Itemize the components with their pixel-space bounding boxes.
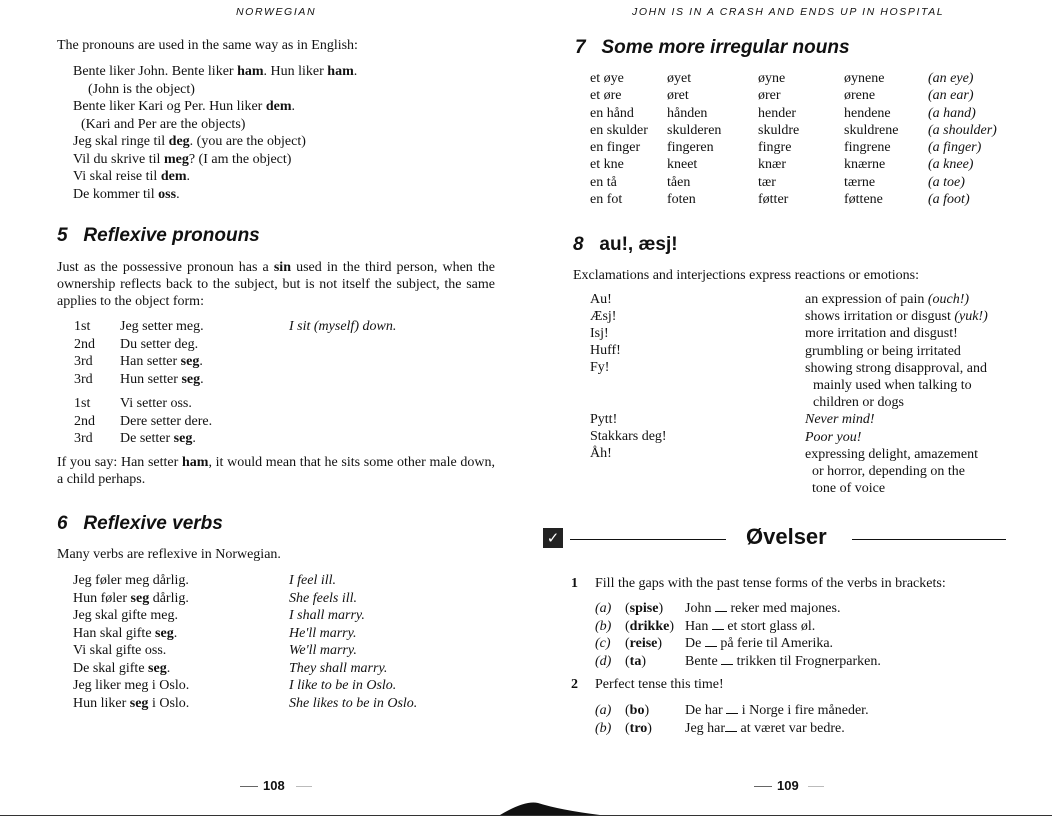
text-run: . [353, 64, 358, 79]
noun-row [590, 106, 990, 123]
example-line [73, 63, 357, 81]
section-number: 6 [57, 513, 68, 534]
verb-row [73, 677, 493, 695]
english-translation: I feel ill. [289, 573, 337, 588]
pronoun-row [74, 371, 494, 389]
heading-rule [852, 539, 1006, 540]
norwegian-sentence [120, 371, 204, 389]
section-7-heading [575, 37, 850, 59]
plural-indefinite: tær [758, 174, 776, 190]
section-title: Reflexive pronouns [83, 225, 260, 246]
norwegian-sentence [120, 336, 198, 354]
example-line [73, 151, 357, 169]
verb-hint: (ta) [625, 653, 647, 669]
gap-sentence [685, 618, 815, 636]
interjection-meaning [812, 481, 885, 497]
example-line [73, 168, 357, 186]
verb-row [73, 607, 493, 625]
noun-row [590, 157, 990, 174]
plural-indefinite: ører [758, 88, 781, 104]
text-run: an expression of pain [805, 292, 928, 307]
interjection-meaning [812, 464, 965, 480]
singular-indefinite: et øye [590, 71, 624, 86]
norwegian-sentence [73, 677, 189, 695]
plural-definite: ørene [844, 88, 876, 104]
english-translation: I like to be in Oslo. [289, 678, 397, 693]
gap-sentence-start: John [685, 601, 715, 616]
section-number: 5 [57, 225, 68, 246]
plural-indefinite: fingre [758, 140, 792, 156]
text-run: ham [327, 64, 354, 79]
section-8-heading [573, 234, 678, 256]
verb-row [73, 572, 493, 590]
text-run: De kommer til [73, 186, 159, 202]
gap-sentence-start: De har [685, 703, 727, 718]
plural-indefinite: skuldre [758, 122, 800, 138]
interjection: Fy! [590, 360, 610, 375]
exercise-item [595, 720, 995, 738]
interjection-meaning [805, 292, 969, 308]
verb-text: reise [629, 636, 658, 651]
text-run: dem [265, 99, 292, 114]
pronoun-examples [73, 63, 357, 203]
plural-definite: tærne [844, 174, 876, 190]
norwegian-sentence [73, 625, 177, 643]
gap-sentence [685, 600, 840, 618]
interjection: Au! [590, 292, 612, 307]
example-line [73, 98, 357, 116]
text-run: Hun føler [73, 590, 131, 606]
gap-sentence [685, 653, 881, 671]
interjection: Åh! [590, 446, 612, 461]
pronoun-row [74, 413, 494, 431]
item-label: (b) [595, 720, 612, 736]
verb-hint: (drikke) [625, 618, 675, 634]
interjection: Stakkars deg! [590, 429, 667, 444]
text-run: . [166, 660, 171, 676]
text-run: tone of voice [812, 481, 886, 497]
singular-indefinite: et øre [590, 88, 622, 104]
verb-row [73, 590, 493, 608]
text-run: . (you are the object) [189, 134, 306, 149]
english-meaning: (a foot) [928, 192, 970, 208]
interjection-meaning [805, 412, 875, 428]
singular-indefinite: en hånd [590, 105, 634, 121]
english-translation: We'll marry. [289, 643, 357, 658]
text-run: Hun setter [120, 371, 182, 387]
item-label: (a) [595, 703, 612, 718]
reflexive-singular-table [74, 318, 494, 388]
text-run: . [186, 169, 190, 184]
gap-sentence-end: i Norge i fire måneder. [738, 703, 869, 718]
text-run: seg [180, 354, 200, 369]
blank-gap [715, 600, 727, 612]
gap-sentence-end: trikken til Frognerparken. [733, 653, 881, 669]
blank-gap [721, 653, 733, 665]
text-run: expressing delight, amazement [805, 446, 978, 462]
verb-text: tro [629, 720, 648, 736]
text-run: mainly used when talking to [813, 378, 972, 393]
norwegian-sentence [120, 353, 203, 371]
text-run: . [173, 625, 178, 641]
singular-definite: fingeren [667, 140, 714, 156]
plural-indefinite: øyne [758, 71, 786, 86]
page-number-left: 108 [263, 778, 285, 793]
text-run: showing strong disapproval, and [805, 360, 987, 376]
norwegian-sentence [120, 430, 196, 448]
gap-sentence-start: Jeg har [685, 720, 726, 736]
text-run: If you say: Han setter [57, 455, 182, 470]
text-run: , it would mean that he sits some other male down, a child perhaps. [57, 455, 495, 487]
english-translation: I sit (myself) down. [289, 319, 397, 334]
plural-definite: skuldrene [844, 122, 899, 138]
text-run: Hun liker [73, 695, 130, 711]
heading-rule [570, 539, 726, 540]
example-line [73, 133, 357, 151]
page-rule [754, 786, 772, 787]
section-6-heading [57, 513, 223, 535]
section-title: Reflexive verbs [83, 513, 223, 534]
noun-row [590, 122, 997, 140]
item-label: (c) [595, 636, 611, 651]
gap-sentence-start: Bente [685, 653, 722, 669]
singular-indefinite: et kne [590, 157, 624, 173]
english-meaning: (a hand) [928, 105, 976, 121]
interjection-meaning [805, 326, 958, 342]
text-run: (yuk!) [954, 309, 988, 325]
text-run: De skal gifte [73, 660, 149, 676]
verb-row [73, 660, 493, 678]
text-run: seg [148, 660, 167, 676]
norwegian-sentence [120, 318, 204, 336]
section-5-note [57, 454, 495, 488]
singular-indefinite: en finger [590, 140, 641, 156]
pronoun-row [74, 318, 494, 336]
verb-hint: (tro) [625, 720, 652, 736]
example-line [73, 186, 357, 204]
text-run: ham [181, 455, 209, 470]
interjection-meaning [805, 361, 987, 377]
norwegian-sentence [73, 590, 189, 608]
text-run: seg [181, 371, 201, 387]
section-5-paragraph [57, 259, 495, 310]
gap-sentence [685, 635, 833, 653]
text-run: Poor you! [805, 429, 862, 445]
plural-indefinite: knær [758, 157, 786, 173]
text-run: De setter [120, 431, 174, 446]
exercise-1-items [595, 600, 995, 670]
text-run: dem [160, 169, 187, 184]
example-line [81, 116, 357, 134]
plural-definite: hendene [844, 105, 891, 121]
text-run: Du setter deg. [120, 336, 199, 352]
singular-definite: øret [667, 88, 689, 104]
section-6-intro: Many verbs are reflexive in Norwegian. [57, 547, 281, 562]
interjection-meaning [805, 447, 978, 463]
text-run: shows irritation or disgust [805, 309, 955, 325]
page-rule [240, 786, 258, 787]
verb-text: ta [629, 653, 642, 669]
english-meaning: (an ear) [928, 88, 974, 104]
person-label: 1st [74, 319, 91, 334]
exercise-2-items [595, 702, 995, 737]
english-meaning: (a knee) [928, 157, 974, 173]
text-run: . [199, 354, 203, 369]
text-run: seg [129, 695, 149, 711]
text-run: seg [155, 625, 174, 641]
english-meaning: (a shoulder) [928, 122, 997, 138]
plural-definite: føttene [844, 192, 883, 208]
person-label: 1st [74, 396, 91, 411]
exercises-heading: Øvelser [746, 524, 827, 549]
gap-sentence-end: reker med majones. [726, 601, 841, 616]
english-translation: She likes to be in Oslo. [289, 695, 418, 711]
verb-text: drikke [629, 618, 670, 634]
gap-sentence-start: Han [685, 618, 712, 634]
text-run: oss [158, 186, 177, 202]
singular-definite: kneet [667, 157, 698, 173]
norwegian-sentence [73, 572, 189, 590]
verb-hint: (bo) [625, 703, 650, 718]
singular-definite: foten [667, 192, 696, 208]
singular-definite: tåen [667, 174, 691, 190]
page-rule [296, 786, 312, 787]
person-label: 3rd [74, 354, 93, 369]
text-run: dårlig. [149, 590, 189, 606]
exercise-2-instruction: Perfect tense this time! [595, 677, 724, 692]
section-5-heading [57, 225, 260, 247]
verb-text: bo [629, 703, 645, 718]
text-run: Vi skal reise til [73, 169, 161, 184]
gap-sentence [685, 702, 869, 720]
intro-sentence: The pronouns are used in the same way as in English: [57, 38, 358, 53]
english-translation: I shall marry. [289, 608, 365, 623]
exercise-item [595, 702, 995, 720]
english-translation: He'll marry. [289, 625, 357, 641]
text-run: ham [237, 64, 264, 79]
verb-text: spise [629, 601, 659, 616]
text-run: . [176, 186, 180, 202]
text-run: Never mind! [805, 412, 875, 428]
verb-hint: (spise) [625, 601, 664, 616]
blank-gap [726, 702, 738, 714]
item-label: (a) [595, 601, 612, 616]
text-run: Vil du skrive til [73, 151, 164, 167]
interjection: Æsj! [590, 309, 617, 324]
interjection-meaning [805, 309, 988, 325]
checkbox-icon: ✓ [543, 528, 563, 548]
text-run: Jeg føler meg dårlig. [73, 573, 189, 588]
exercise-1-number: 1 [571, 576, 578, 591]
noun-row [590, 140, 990, 157]
irregular-nouns-table [590, 71, 997, 211]
text-run: . [192, 431, 196, 446]
page-curl-shadow [490, 800, 610, 820]
english-translation: They shall marry. [289, 660, 388, 676]
pronoun-row [74, 336, 494, 354]
pronoun-row [74, 430, 494, 448]
page-number-right: 109 [777, 778, 799, 793]
noun-row [590, 88, 990, 105]
text-run: Jeg setter meg. [120, 319, 204, 334]
person-label: 2nd [74, 336, 95, 352]
text-run: Han skal gifte [73, 625, 156, 641]
blank-gap [712, 618, 724, 630]
interjection-meaning [805, 344, 961, 360]
text-run: Just as the possessive pronoun has a [57, 260, 274, 275]
text-run: Bente liker John. Bente liker [73, 64, 238, 79]
plural-indefinite: føtter [758, 192, 789, 208]
section-8-intro: Exclamations and interjections express reactions or emotions: [573, 268, 920, 283]
plural-definite: øynene [844, 71, 885, 86]
singular-definite: øyet [667, 71, 692, 86]
text-run: Bente liker Kari og Per. Hun liker [73, 99, 266, 114]
singular-definite: skulderen [667, 122, 722, 138]
exercise-1-instruction: Fill the gaps with the past tense forms of the verbs in brackets: [595, 576, 946, 591]
text-run: (ouch!) [927, 292, 970, 307]
text-run: Jeg skal gifte meg. [73, 608, 178, 623]
plural-definite: knærne [844, 157, 886, 173]
gap-sentence-end: et stort glass øl. [723, 618, 816, 634]
person-label: 3rd [74, 431, 93, 446]
noun-row [590, 71, 990, 88]
verb-row [73, 625, 493, 643]
reflexive-verbs-table [73, 572, 493, 712]
item-label: (b) [595, 618, 612, 634]
text-run: . [200, 371, 204, 387]
singular-definite: hånden [667, 105, 708, 121]
interjection-meaning [813, 395, 904, 411]
interjection-meaning [805, 430, 861, 446]
plural-definite: fingrene [844, 140, 891, 156]
noun-row [590, 192, 990, 209]
text-run: (John is the object) [88, 81, 195, 97]
text-run: seg [130, 590, 150, 606]
text-run: seg [173, 431, 193, 446]
plural-indefinite: hender [758, 105, 797, 121]
text-run: Jeg liker meg i Oslo. [73, 678, 190, 693]
text-run: Dere setter dere. [120, 413, 213, 429]
verb-row [73, 695, 493, 713]
section-title: Some more irregular nouns [601, 37, 850, 58]
norwegian-sentence [73, 642, 166, 660]
pronoun-row [74, 353, 494, 371]
text-run: (Kari and Per are the objects) [81, 116, 246, 132]
example-line [88, 81, 357, 99]
section-number: 8 [573, 234, 584, 255]
running-header-left: NORWEGIAN [236, 6, 317, 18]
text-run: used in the third person, when the ownership reflects back to the subject, but is not itself the subject, the same applies to the object form: [57, 260, 495, 309]
text-run: . [291, 99, 296, 114]
text-run: or horror, depending on the [812, 464, 966, 479]
text-run: Vi setter oss. [120, 396, 192, 411]
norwegian-sentence [73, 607, 178, 625]
text-run: grumbling or being irritated [805, 343, 961, 359]
exercise-item [595, 653, 995, 671]
norwegian-sentence [73, 695, 189, 713]
text-run: more irritation and disgust! [805, 326, 958, 342]
singular-indefinite: en tå [590, 174, 617, 190]
interjection: Isj! [590, 326, 609, 341]
english-meaning: (a finger) [928, 140, 982, 156]
text-run: sin [273, 260, 291, 275]
text-run: ? (I am the object) [188, 151, 292, 167]
interjection-meaning [813, 378, 972, 394]
exercise-2-number: 2 [571, 677, 578, 692]
english-meaning: (an eye) [928, 71, 974, 86]
blank-gap [725, 720, 737, 732]
singular-indefinite: en skulder [590, 122, 648, 138]
text-run: Jeg skal ringe til [73, 134, 169, 149]
running-header-right: JOHN IS IN A CRASH AND ENDS UP IN HOSPITAL [632, 6, 945, 18]
blank-gap [705, 635, 717, 647]
exercise-item [595, 635, 995, 653]
interjection: Pytt! [590, 412, 618, 427]
english-meaning: (a toe) [928, 174, 965, 190]
text-run: Han setter [120, 354, 181, 369]
english-translation: She feels ill. [289, 590, 358, 606]
gap-sentence-end: på ferie til Amerika. [716, 636, 834, 651]
text-run: children or dogs [813, 395, 904, 411]
norwegian-sentence [120, 395, 192, 413]
exercise-item [595, 600, 995, 618]
section-title: au!, æsj! [599, 234, 678, 255]
gap-sentence-start: De [685, 636, 705, 651]
verb-row [73, 642, 493, 660]
person-label: 3rd [74, 371, 93, 387]
text-run: meg [163, 151, 189, 167]
page-rule [808, 786, 824, 787]
noun-row [590, 175, 990, 192]
pronoun-row [74, 395, 494, 413]
gap-sentence-end: at været var bedre. [737, 720, 845, 736]
text-run: deg [168, 134, 190, 149]
exercise-item [595, 618, 995, 636]
item-label: (d) [595, 653, 612, 669]
text-run: Vi skal gifte oss. [73, 643, 167, 658]
text-run: i Oslo. [148, 695, 190, 711]
interjection: Huff! [590, 343, 621, 358]
norwegian-sentence [73, 660, 170, 678]
reflexive-plural-table [74, 395, 494, 448]
singular-indefinite: en fot [590, 192, 623, 208]
section-number: 7 [575, 37, 586, 58]
norwegian-sentence [120, 413, 212, 431]
verb-hint: (reise) [625, 636, 663, 651]
person-label: 2nd [74, 413, 95, 429]
text-run: . Hun liker [263, 64, 328, 79]
gap-sentence [685, 720, 845, 738]
